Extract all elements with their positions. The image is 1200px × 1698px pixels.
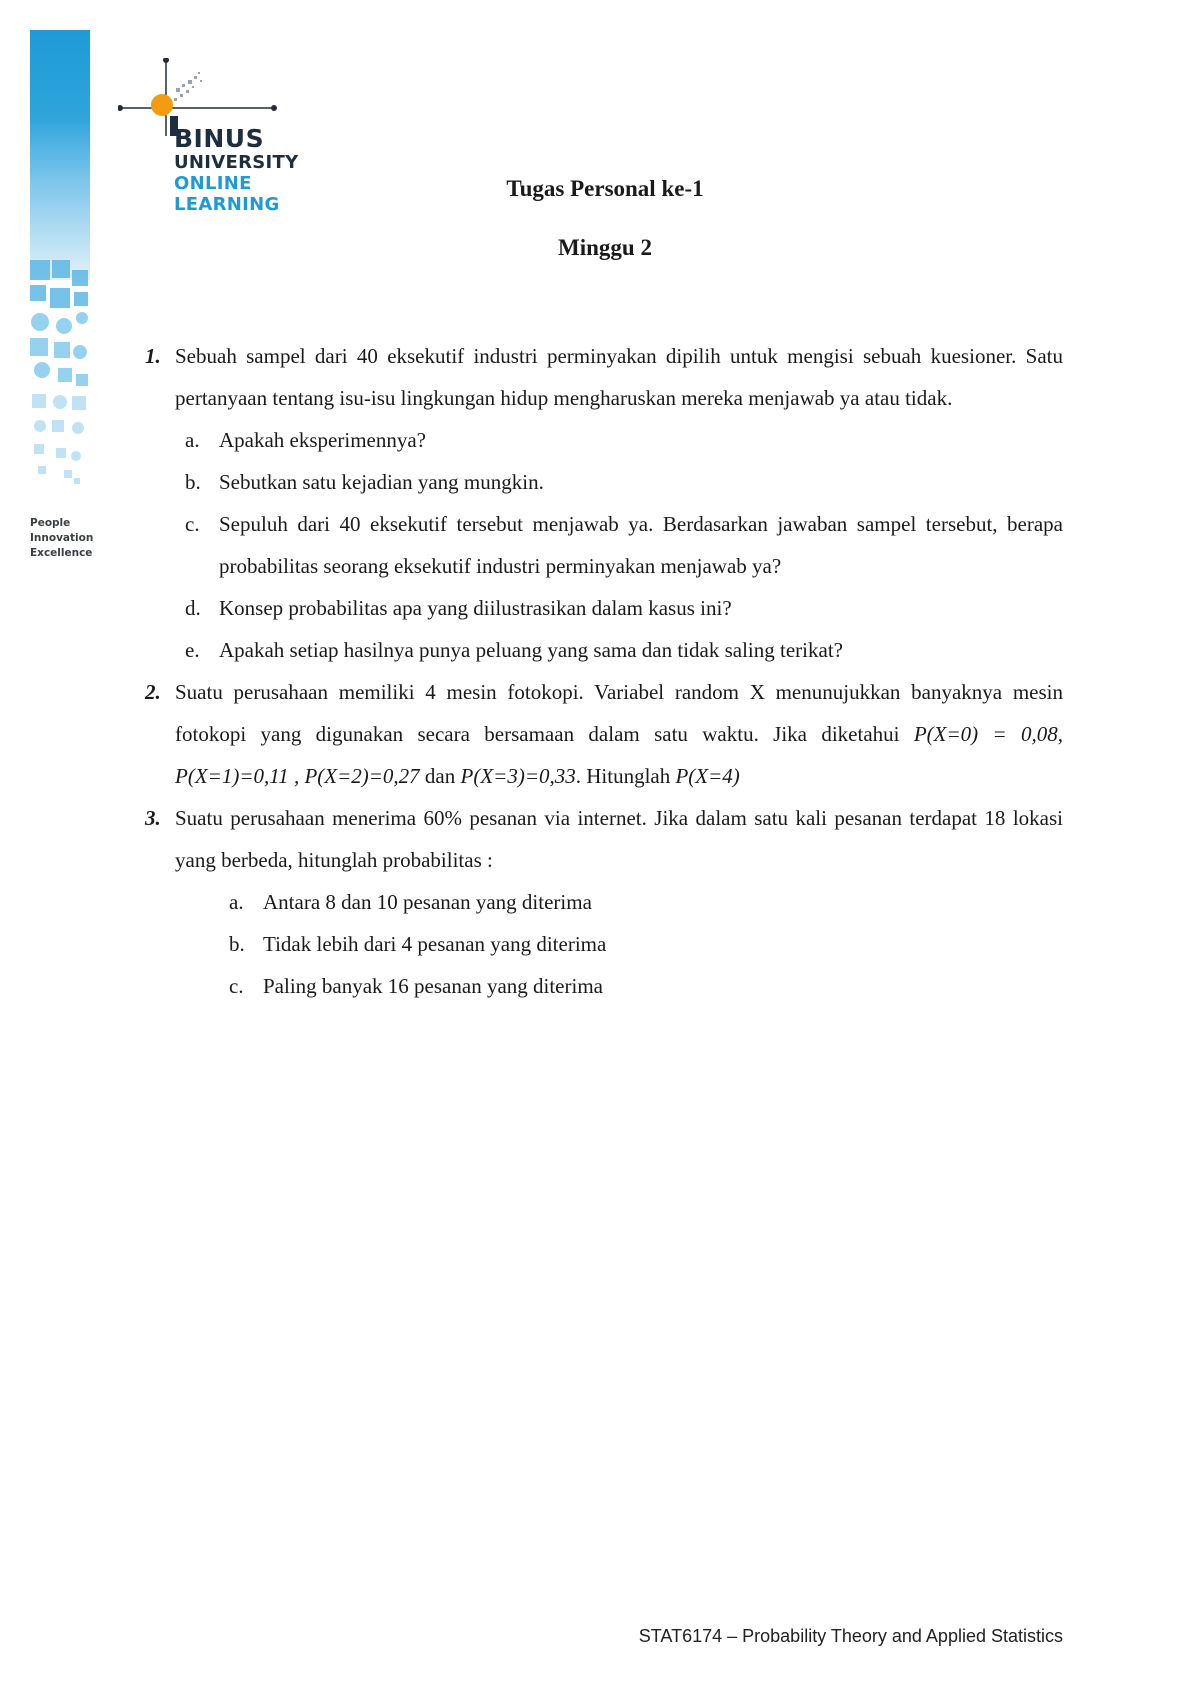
question-text-before: Suatu perusahaan memiliki 4 mesin fotokopi. Variabel random X menunujukkan banyaknya mesin fotokopi yang digunakan secara bersamaan dalam satu waktu. Jika diketahui [175, 680, 1063, 746]
formula-p2: P(X=2)=0,27 [304, 764, 420, 788]
logo-line-university: UNIVERSITY [174, 152, 299, 173]
tagline-people: People [30, 517, 71, 529]
assignment-content [145, 335, 1063, 1007]
list-item [145, 461, 1063, 503]
logo-line-learning: LEARNING [174, 194, 280, 215]
item-text: Sebutkan satu kejadian yang mungkin. [219, 470, 544, 494]
item-letter: b. [185, 470, 201, 494]
logo-line-binus: BINUS [174, 124, 265, 153]
item-letter: a. [185, 428, 200, 452]
item-text: Sepuluh dari 40 eksekutif tersebut menjawab ya. Berdasarkan jawaban sampel tersebut, berapa probabilitas seorang eksekutif industri perminyakan menjawab ya? [219, 512, 1063, 578]
item-text: Antara 8 dan 10 pesanan yang diterima [263, 890, 592, 914]
item-letter: c. [185, 512, 200, 536]
item-text: Apakah eksperimennya? [219, 428, 426, 452]
item-text: Konsep probabilitas apa yang diilustrasikan dalam kasus ini? [219, 596, 732, 620]
page-subtitle: Minggu 2 [558, 235, 652, 260]
decorative-side-strip [30, 30, 90, 492]
list-item [145, 881, 1063, 923]
question-3 [145, 797, 1063, 881]
list-item [145, 419, 1063, 461]
question-text: Suatu perusahaan menerima 60% pesanan via internet. Jika dalam satu kali pesanan terdapat 18 lokasi yang berbeda, hitunglah probabilitas : [175, 806, 1063, 872]
question-1-subitems [145, 419, 1063, 671]
item-letter: d. [185, 596, 201, 620]
page-title: Tugas Personal ke-1 [506, 176, 704, 201]
item-text: Apakah setiap hasilnya punya peluang yang sama dan tidak saling terikat? [219, 638, 843, 662]
item-letter: e. [185, 638, 200, 662]
question-number: 1. [145, 344, 161, 368]
formula-p4: P(X=4) [675, 764, 740, 788]
formula-and: dan [419, 764, 461, 788]
page-footer: STAT6174 – Probability Theory and Applied Statistics [638, 1626, 1063, 1646]
tagline-excellence: Excellence [30, 547, 93, 559]
item-text: Tidak lebih dari 4 pesanan yang diterima [263, 932, 607, 956]
item-text: Paling banyak 16 pesanan yang diterima [263, 974, 603, 998]
question-text: Sebuah sampel dari 40 eksekutif industri perminyakan dipilih untuk mengisi sebuah kuesioner. Satu pertanyaan tentang isu-isu lingkungan hidup mengharuskan mereka menjawab ya atau tidak. [175, 344, 1063, 410]
question-number: 2. [145, 680, 161, 704]
list-item [145, 923, 1063, 965]
formula-p0: P(X=0) = 0,08, [913, 722, 1064, 746]
question-3-subitems [145, 881, 1063, 1007]
item-letter: b. [229, 932, 245, 956]
formula-p3: P(X=3)=0,33 [460, 764, 576, 788]
question-1 [145, 335, 1063, 419]
question-number: 3. [145, 806, 161, 830]
question-text-after: . Hitunglah [575, 764, 676, 788]
item-letter: c. [229, 974, 244, 998]
tagline [30, 516, 93, 561]
logo-line-online: ONLINE [174, 173, 252, 194]
item-letter: a. [229, 890, 244, 914]
question-2 [145, 671, 1063, 797]
tagline-innovation: Innovation [30, 532, 94, 544]
list-item [145, 965, 1063, 1007]
list-item [145, 503, 1063, 587]
formula-separator: , [288, 764, 305, 788]
list-item [145, 587, 1063, 629]
list-item [145, 629, 1063, 671]
formula-p1: P(X=1)=0,11 [175, 764, 289, 788]
